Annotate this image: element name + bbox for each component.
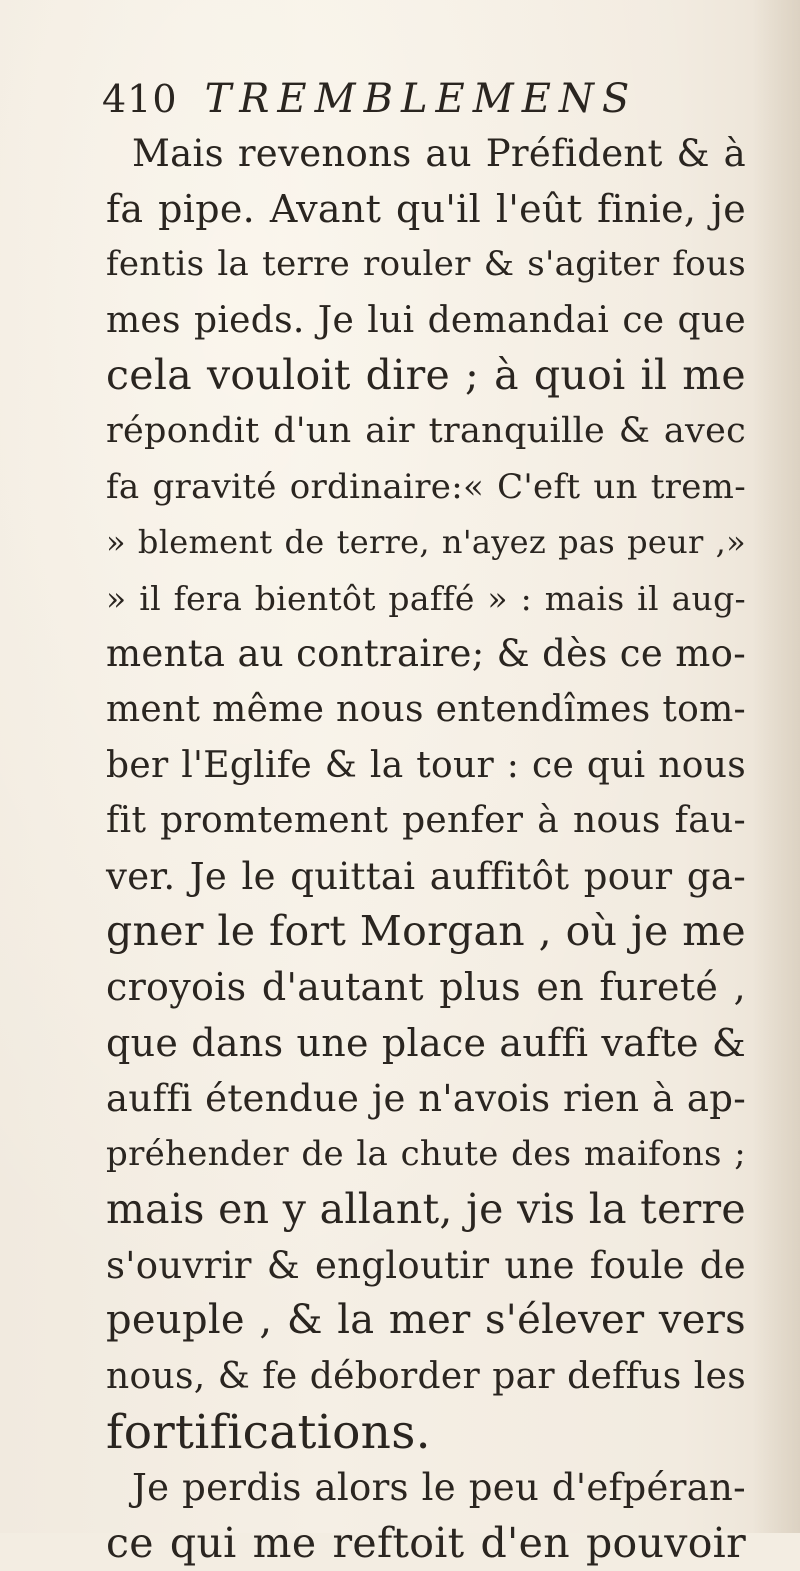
text-line: ver. Je le quittai auffitôt pour ga- <box>106 854 746 898</box>
text-line: menta au contraire; & dès ce mo- <box>106 632 746 676</box>
text-line: » blement de terre, n'ayez pas peur ,» <box>106 523 746 562</box>
text-line: cela vouloit dire ; à quoi il me <box>106 351 746 400</box>
text-line: ber l'Eglife & la tour : ce qui nous <box>106 744 746 786</box>
text-line: s'ouvrir & engloutir une foule de <box>106 1243 746 1287</box>
text-line: mes pieds. Je lui demandai ce que <box>106 299 746 341</box>
body-text <box>106 126 746 1571</box>
page-number: 410 <box>102 77 178 121</box>
text-line: ce qui me reftoit d'en pouvoir <box>106 1518 746 1567</box>
text-line: répondit d'un air tranquille & avec <box>106 410 746 451</box>
text-line: » il fera bientôt paffé » : mais il aug- <box>106 578 746 618</box>
running-title: TREMBLEMENS <box>204 76 638 122</box>
text-line: gner le fort Morgan , où je me <box>106 907 746 956</box>
text-line: ment même nous entendîmes tom- <box>106 688 746 730</box>
text-line: fentis la terre rouler & s'agiter fous <box>106 244 746 285</box>
text-line: fit promtement penfer à nous fau- <box>106 800 746 842</box>
page-edge-shadow <box>752 0 800 1533</box>
text-line: fortifications. <box>106 1404 431 1460</box>
text-line: peuple , & la mer s'élever vers <box>106 1297 746 1344</box>
text-line: nous, & fe déborder par deffus les <box>106 1356 746 1398</box>
text-line: mais en y allant, je vis la terre <box>106 1185 746 1234</box>
text-line: fa gravité ordinaire:« C'eft un trem- <box>106 466 746 507</box>
text-line: préhender de la chute des maifons ; <box>106 1133 746 1174</box>
text-line: fa pipe. Avant qu'il l'eût finie, je <box>106 186 746 231</box>
text-line: auffi étendue je n'avois rien à ap- <box>106 1077 746 1121</box>
text-line: que dans une place auffi vafte & <box>106 1020 746 1065</box>
text-line: croyois d'autant plus en fureté , <box>106 964 746 1009</box>
text-line: Mais revenons au Préfident & à <box>132 132 746 175</box>
text-line: Je perdis alors le peu d'efpéran- <box>132 1466 746 1510</box>
